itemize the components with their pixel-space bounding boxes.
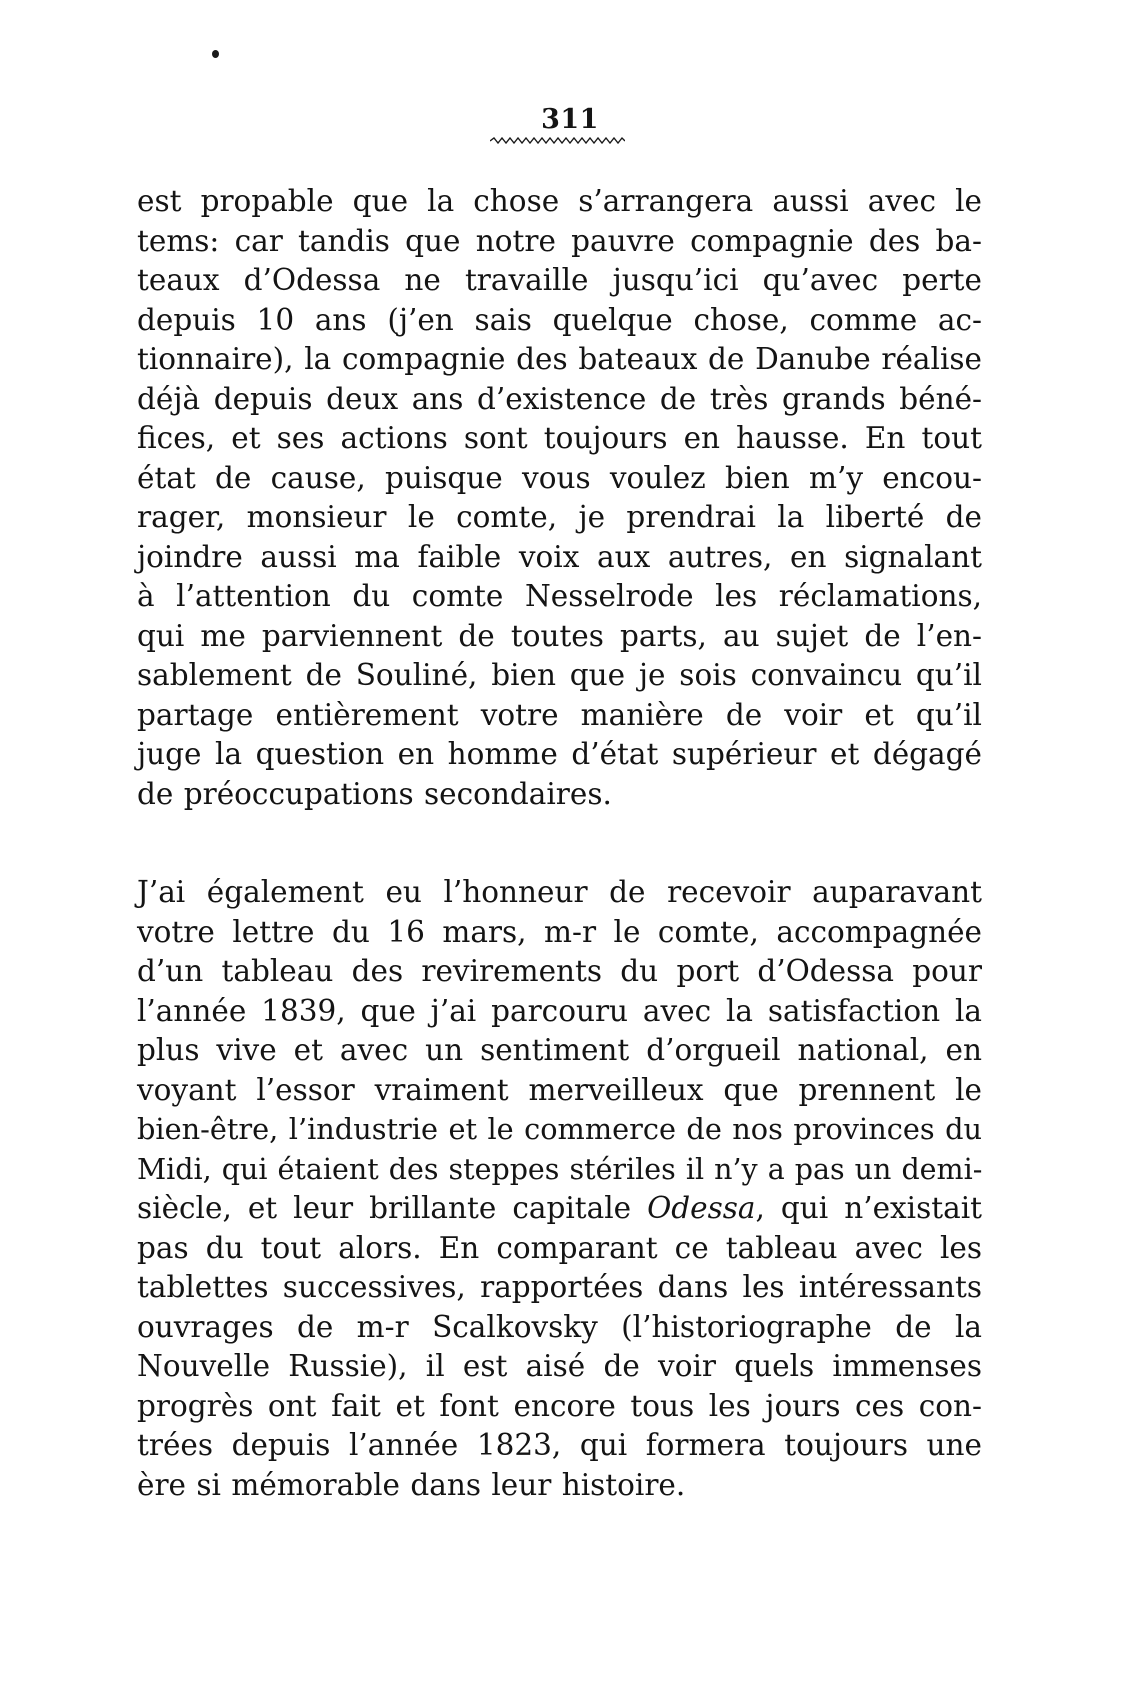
text-line-with-italic [137,1189,982,1229]
text-line: plus vive et avec un sentiment d’orgueil national, en [137,1033,982,1067]
text-line: de préoccupations secondaires. [137,776,612,811]
text-line: tionnaire), la compagnie des bateaux de Danube réalise [137,342,982,376]
page-number: 311 [541,104,599,135]
text-line: d’un tableau des revirements du port d’Odessa pour [137,954,982,988]
text-line: Nouvelle Russie), il est aisé de voir quels immenses [137,1349,982,1383]
text-line: est propable que la chose s’arrangera aussi avec le [137,184,982,218]
text-line: depuis 10 ans (j’en sais quelque chose, comme ac- [137,302,982,337]
text-line: sablement de Souliné, bien que je sois convaincu qu’il [137,658,982,692]
text-line: votre lettre du 16 mars, m-r le comte, accompagnée [137,914,982,949]
text-line: pas du tout alors. En comparant ce tableau avec les [137,1230,982,1265]
text-line: l’année 1839, que j’ai parcouru avec la satisfaction la [137,993,982,1028]
paragraph-2 [137,873,982,1505]
italic-city-name: Odessa [647,1191,756,1225]
text-line: Midi, qui étaient des steppes stériles il n’y a pas un demi- [137,1152,983,1186]
text-segment: , qui n’existait [755,1191,982,1225]
text-line: J’ai également eu l’honneur de recevoir auparavant [137,875,982,909]
text-line: à l’attention du comte Nesselrode les réclamations, [137,579,982,613]
text-segment: siècle, et leur brillante capitale [137,1191,648,1225]
text-line: joindre aussi ma faible voix aux autres, en signalant [137,539,982,574]
text-line: fices, et ses actions sont toujours en hausse. En tout [137,421,982,455]
text-line: rager, monsieur le comte, je prendrai la liberté de [137,500,982,534]
text-line: tems: car tandis que notre pauvre compagnie des ba- [137,223,982,258]
text-line: progrès ont fait et font encore tous les jours ces con- [137,1388,982,1423]
page-number-ornament [490,136,625,146]
text-line: juge la question en homme d’état supérieur et dégagé [137,737,982,771]
ink-speck [212,50,219,58]
text-line: partage entièrement votre manière de voir et qu’il [137,697,982,732]
text-line: voyant l’essor vraiment merveilleux que prennent le [137,1072,982,1107]
text-line: ère si mémorable dans leur histoire. [137,1467,686,1502]
text-line: tablettes successives, rapportées dans les intéressants [137,1270,982,1304]
text-line: qui me parviennent de toutes parts, au sujet de l’en- [137,618,982,653]
text-line: teaux d’Odessa ne travaille jusqu’ici qu’avec perte [137,263,982,297]
text-line: état de cause, puisque vous voulez bien m’y encou- [137,460,982,495]
text-line: déjà depuis deux ans d’existence de très grands béné- [137,381,982,416]
text-line: trées depuis l’année 1823, qui formera toujours une [137,1428,982,1462]
text-line: ouvrages de m-r Scalkovsky (l’historiographe de la [137,1309,982,1344]
text-line: bien-être, l’industrie et le commerce de nos provinces du [137,1112,982,1146]
paragraph-1 [137,182,982,814]
